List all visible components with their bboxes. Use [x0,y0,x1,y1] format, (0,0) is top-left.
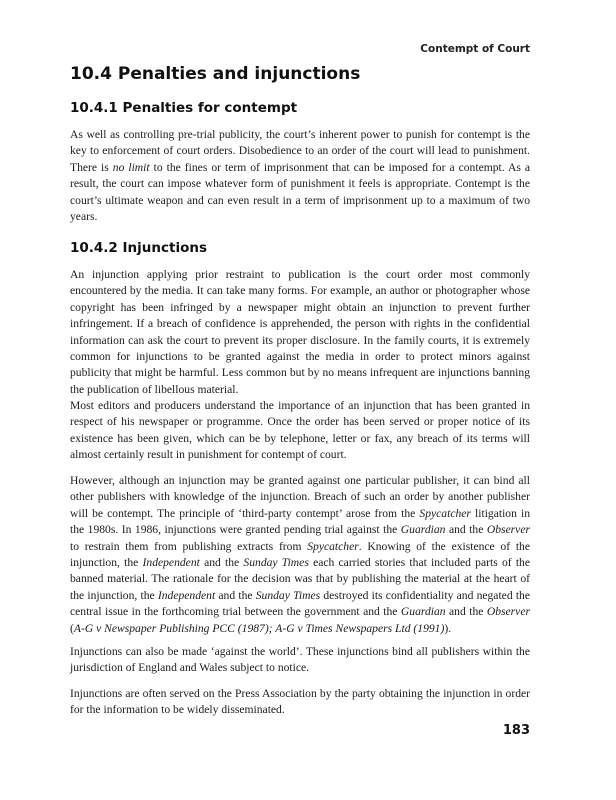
newspaper-name: Observer [486,523,530,537]
newspaper-name: Observer [486,605,530,619]
subsection-heading-penalties: 10.4.1 Penalties for contempt [70,100,298,116]
newspaper-name: Sunday Times [255,588,321,602]
paragraph-injunctions-5: Injunctions are often served on the Press Association by the party obtaining the injunction in order for the information to be widely disseminated. [70,687,530,717]
emphasis-no-limit: no limit [112,160,150,174]
newspaper-name: Guardian [400,605,446,619]
paragraph-penalties: As well as controlling pre-trial publicity, the court’s inherent power to punish for contempt is the key to enforcement of court orders. Disobedience to an order of the court will lead to punishment. There is no limit to the fines or term of imprisonment that can be imposed for a contempt. As a result, the court can impose whatever form of punishment it feels is appropriate. Contempt is the court’s ultimate weapon and can even result in a term of imprisonment up to a maximum of two years. [70,128,531,224]
page-number: 183 [502,723,530,738]
paragraph-injunctions-4: Injunctions can also be made ‘against the world’. These injunctions bind all publishers within the jurisdiction of England and Wales subject to notice. [70,645,530,675]
running-head: Contempt of Court [420,43,530,55]
newspaper-name: Independent [142,556,200,570]
section-heading: 10.4 Penalties and injunctions [70,64,361,84]
subsection-heading-injunctions: 10.4.2 Injunctions [70,240,208,256]
newspaper-name: Guardian [400,523,446,537]
case-citation: A-G v Newspaper Publishing PCC (1987); A-G v Times Newspapers Ltd (1991) [73,621,445,635]
paragraph-injunctions-1: An injunction applying prior restraint to publication is the court order most commonly encountered by the media. It can take many forms. For example, an author or photographer whose copyright has been infringed by a newspaper might obtain an injunction to prevent further infringement. If a breach of confidence is apprehended, the person with rights in the confidential information can ask the court to prevent its proper disclosure. In the family courts, it is extremely common for injunctions to be granted against the media in order to protect minors against publicity that might be harmful. Less common but by no means infrequent are injunctions banning the publication of libellous material. [70,268,530,396]
case-name: Spycatcher [419,506,471,520]
paragraph-injunctions-3: However, although an injunction may be granted against one particular publisher, it can bind all other publishers with knowledge of the injunction. Breach of such an order by another publisher will be contempt. The principle of ‘third-party contempt’ arose from the Spycatcher litigation in the 1980s. In 1986, injunctions were granted pending trial against the Guardian and the Observer to restrain them from publishing extracts from Spycatcher. Knowing of the existence of the injunction, the Independent and the Sunday Times each carried stories that included parts of the banned material. The rationale for the decision was that by publishing the material at the heart of the injunction, the Independent and the Sunday Times destroyed its confidentiality and negated the central issue in the forthcoming trial between the government and the Guardian and the Observer (A-G v Newspaper Publishing PCC (1987); A-G v Times Newspapers Ltd (1991)). [70,474,530,635]
paragraph-injunctions-2: Most editors and producers understand the importance of an injunction that has been granted in respect of his newspaper or programme. Once the order has been served or proper notice of its existence has been given, which can be by telephone, letter or fax, any breach of its terms will almost certainly result in punishment for contempt of court. [70,399,530,462]
newspaper-name: Independent [157,588,216,602]
case-name: Spycatcher [307,539,359,553]
newspaper-name: Sunday Times [243,556,309,570]
